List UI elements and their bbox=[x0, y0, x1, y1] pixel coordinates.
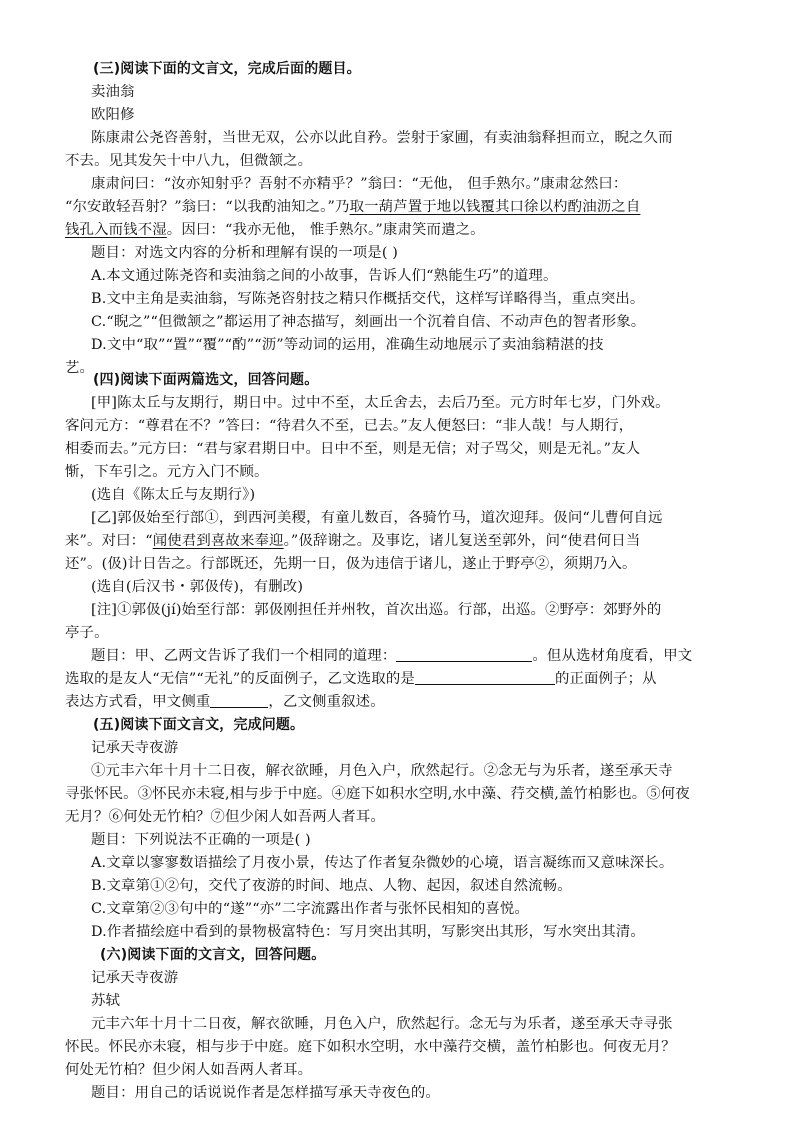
section-3-para-2b-text: “尔安敢轻吾射？”翁曰：“以我酌油知之。”乃 bbox=[65, 199, 350, 215]
passage-yi-line-2-pre: 来”。对曰：“ bbox=[65, 533, 153, 549]
underlined-sentence-a: 取一葫芦置于地以钱覆其口徐以杓酌油沥之自 bbox=[349, 199, 641, 215]
question-text: 选取的是友人“无信”“无礼”的反面例子，乙文选取的是 bbox=[65, 671, 415, 687]
section-6-title: 记承天寺夜游 bbox=[91, 970, 179, 986]
section-4-question-line-2 bbox=[65, 668, 705, 691]
section-5-para-1: ①元丰六年十月十二日夜，解衣欲睡，月色入户，欣然起行。②念无与为乐者，遂至承天寺 bbox=[91, 763, 673, 779]
section-5-question: 题目：下列说法不正确的一项是( ) bbox=[91, 832, 311, 848]
section-3-option-d: D.文中“取”“置”“覆”“酌”“沥”等动词的运用，准确生动地展示了卖油翁精湛的技 bbox=[91, 337, 604, 353]
section-5-option-a: A.文章以寥寥数语描绘了月夜小景，传达了作者复杂微妙的心境，语言凝练而又意味深长。 bbox=[91, 855, 674, 871]
section-5-option-b: B.文章第①②句，交代了夜游的时间、地点、人物、起因，叙述自然流畅。 bbox=[91, 878, 572, 894]
passage-jia-line-2: 客问元方：“尊君在不？”答曰：“待君久不至，已去。”友人便怒曰：“非人哉！与人期行， bbox=[65, 418, 634, 434]
section-3-para-2c-text: 。因曰：“我亦无他， 惟手熟尔。”康肃笑而遣之。 bbox=[166, 222, 485, 238]
section-5-option-d: D.作者描绘庭中看到的景物极富特色：写月突出其明，写影突出其形，写水突出其清。 bbox=[91, 924, 645, 940]
section-5-heading: (五)阅读下面文言文，完成问题。 bbox=[93, 717, 305, 733]
section-5-para-3: 无月？⑥何处无竹柏？⑦但少闲人如吾两人者耳。 bbox=[65, 809, 385, 825]
section-3-option-b: B.文中主角是卖油翁，写陈尧咨射技之精只作概括交代，这样写详略得当，重点突出。 bbox=[91, 291, 645, 307]
section-3-author: 欧阳修 bbox=[91, 107, 135, 123]
underlined-sentence-b: 钱孔入而钱不湿 bbox=[65, 222, 167, 238]
passage-jia-line-1: [甲]陈太丘与友期行，期日中。过中不至，太丘舍去，去后乃至。元方时年七岁，门外戏。 bbox=[91, 395, 670, 411]
section-3-para-1a: 陈康肃公尧咨善射，当世无双，公亦以此自矜。尝射于家圃，有卖油翁释担而立，睨之久而 bbox=[91, 130, 673, 146]
note-line-2: 亭子。 bbox=[65, 625, 109, 641]
section-3-question: 题目：对选文内容的分析和理解有误的一项是( ) bbox=[91, 245, 399, 261]
question-text: 题目：甲、乙两文告诉了我们一个相同的道理： bbox=[91, 648, 397, 664]
section-3-option-d-cont: 艺。 bbox=[65, 360, 95, 376]
section-6-heading: (六)阅读下面的文言文，回答问题。 bbox=[100, 947, 326, 963]
passage-jia-source: (选自《陈太丘与友期行》) bbox=[91, 487, 256, 503]
section-4-question-line-1 bbox=[91, 645, 731, 668]
question-text: 。但从选材角度看，甲文 bbox=[532, 648, 693, 664]
answer-blank-2[interactable] bbox=[415, 670, 555, 685]
section-5-title: 记承天寺夜游 bbox=[91, 740, 179, 756]
section-6-question: 题目：用自己的话说说作者是怎样描写承天寺夜色的。 bbox=[91, 1085, 440, 1101]
section-3-para-2a: 康肃问曰：“汝亦知射乎？吾射不亦精乎？”翁曰：“无他， 但手熟尔。”康肃忿然曰： bbox=[91, 176, 628, 192]
passage-yi-line-2-post: 。”伋辞谢之。及事讫，诸儿复送至郭外，问“使君何日当 bbox=[283, 533, 641, 549]
answer-blank-1[interactable] bbox=[396, 647, 532, 662]
section-3-title: 卖油翁 bbox=[91, 84, 135, 100]
section-5-para-2: 寻张怀民。③怀民亦未寝,相与步于中庭。④庭下如积水空明,水中藻、荇交横,盖竹柏影也。⑤何夜 bbox=[65, 786, 690, 802]
section-6-author: 苏轼 bbox=[91, 993, 121, 1009]
section-3-para-2c bbox=[65, 219, 705, 242]
passage-yi-source: (选自(后汉书・郭伋传)，有删改) bbox=[91, 579, 304, 595]
passage-jia-line-4: 惭，下车引之。元方入门不顾。 bbox=[65, 464, 269, 480]
section-6-para-2: 怀民。怀民亦未寝，相与步于中庭。庭下如积水空明，水中藻荇交横，盖竹柏影也。何夜无月？ bbox=[65, 1039, 676, 1055]
answer-blank-3[interactable] bbox=[210, 693, 268, 708]
passage-yi-line-3: 还”。(伋)计日告之。行部既还，先期一日，伋为违信于诸儿，遂止于野亭②，须期乃入。 bbox=[65, 556, 637, 572]
section-3-para-1b: 不去。见其发矢十中八九，但微颔之。 bbox=[65, 153, 313, 169]
section-3-para-2b bbox=[65, 196, 705, 219]
section-6-para-1: 元丰六年十月十二日夜，解衣欲睡，月色入户，欣然起行。念无与为乐者，遂至承天寺寻张 bbox=[91, 1016, 673, 1032]
section-4-question-line-3 bbox=[65, 691, 705, 714]
question-text: ，乙文侧重叙述。 bbox=[268, 694, 385, 710]
section-3-option-c: C.“睨之”“但微颔之”都运用了神态描写，刻画出一个沉着自信、不动声色的智者形象。 bbox=[91, 314, 646, 330]
section-5-option-c: C.文章第②③句中的“遂”“亦”二字流露出作者与张怀民相知的喜悦。 bbox=[91, 901, 529, 917]
section-3-heading: (三)阅读下面的文言文，完成后面的题目。 bbox=[93, 61, 361, 77]
section-4-heading: (四)阅读下面两篇选文，回答问题。 bbox=[93, 372, 319, 388]
passage-jia-line-3: 相委而去。”元方曰：“君与家君期日中。日中不至，则是无信；对子骂父，则是无礼。”友人 bbox=[65, 441, 641, 457]
section-6-para-3: 何处无竹柏？但少闲人如吾两人者耳。 bbox=[65, 1062, 313, 1078]
question-text: 的正面例子；从 bbox=[554, 671, 657, 687]
question-text: 表达方式看，甲文侧重 bbox=[65, 694, 211, 710]
section-3-option-a: A.本文通过陈尧咨和卖油翁之间的小故事，告诉人们“熟能生巧”的道理。 bbox=[91, 268, 558, 284]
passage-yi-line-1: [乙]郭伋始至行部①，到西河美稷，有童儿数百，各骑竹马，道次迎拜。伋问“儿曹何自远 bbox=[91, 510, 663, 526]
underlined-sentence-c: 闻使君到喜故来奉迎 bbox=[152, 533, 284, 549]
passage-yi-line-2 bbox=[65, 530, 705, 553]
note-line-1: [注]①郭伋(jí)始至行部：郭伋刚担任并州牧，首次出巡。行部，出巡。②野亭：郊野外的 bbox=[91, 602, 662, 618]
